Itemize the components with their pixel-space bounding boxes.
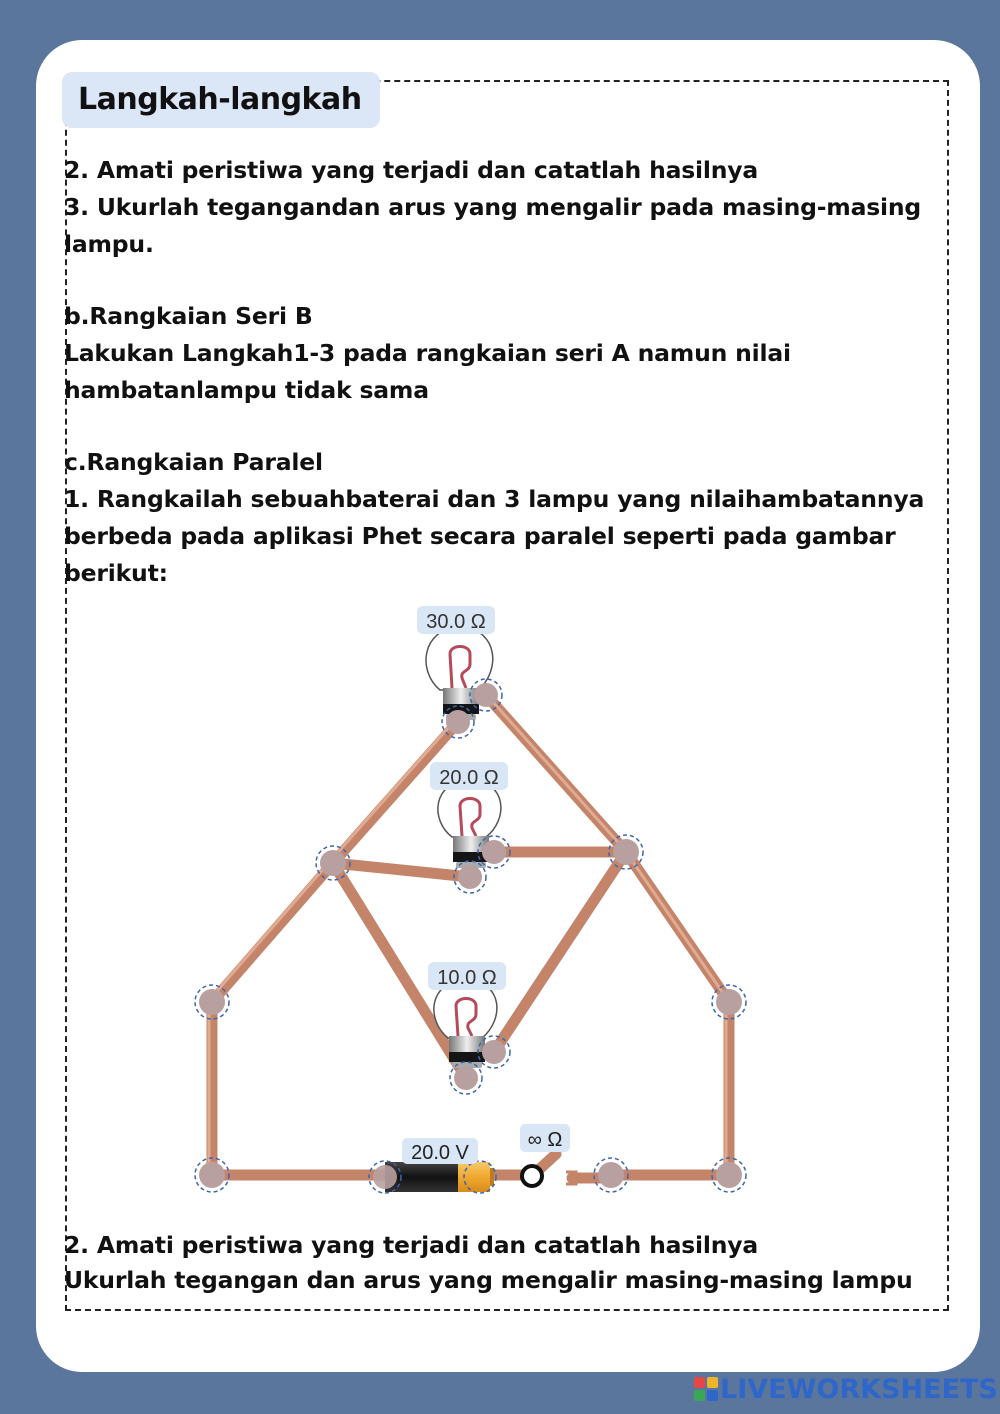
battery-icon	[369, 1161, 496, 1193]
junction-node	[712, 1158, 746, 1192]
junction-node	[594, 1158, 628, 1192]
section-title: Langkah-langkah	[62, 72, 380, 128]
bulb-top-icon	[426, 626, 502, 738]
bulb-top-label: 30.0 Ω	[426, 611, 486, 633]
brand-logo-icon	[694, 1377, 718, 1401]
brand-logo[interactable]	[694, 1374, 998, 1406]
section-c-step-1: 1. Rangkailah sebuahbaterai dan 3 lampu yang nilaihambatannya	[64, 485, 925, 513]
bulb-low-label: 10.0 Ω	[437, 967, 497, 989]
section-c-step-1-end: berikut:	[64, 559, 168, 587]
section-c-step-2-cont: Ukurlah tegangan dan arus yang mengalir masing-masing lampu	[64, 1266, 913, 1294]
battery-label: 20.0 V	[411, 1142, 469, 1164]
section-b-title: b.Rangkaian Seri B	[64, 302, 313, 330]
step-3-cont: lampu.	[64, 230, 154, 258]
section-c-title: c.Rangkaian Paralel	[64, 448, 323, 476]
junction-node	[195, 985, 229, 1019]
section-b-instruction-cont: hambatanlampu tidak sama	[64, 376, 429, 404]
section-c-step-1-cont: berbeda pada aplikasi Phet secara paralel seperti pada gambar	[64, 522, 896, 550]
bulb-low-icon	[434, 979, 510, 1094]
brand-logo-text: LIVEWORKSHEETS	[720, 1374, 998, 1405]
step-2: 2. Amati peristiwa yang terjadi dan catatlah hasilnya	[64, 156, 759, 184]
step-3: 3. Ukurlah tegangandan arus yang mengalir pada masing-masing	[64, 193, 922, 221]
section-b-instruction: Lakukan Langkah1-3 pada rangkaian seri A namun nilai	[64, 339, 791, 367]
junction-node	[195, 1158, 229, 1192]
junction-node	[712, 985, 746, 1019]
bulb-mid-label: 20.0 Ω	[439, 767, 499, 789]
switch-label: ∞ Ω	[527, 1129, 563, 1151]
parallel-circuit-diagram	[180, 600, 760, 1200]
section-c-step-2: 2. Amati peristiwa yang terjadi dan catatlah hasilnya	[64, 1231, 759, 1259]
